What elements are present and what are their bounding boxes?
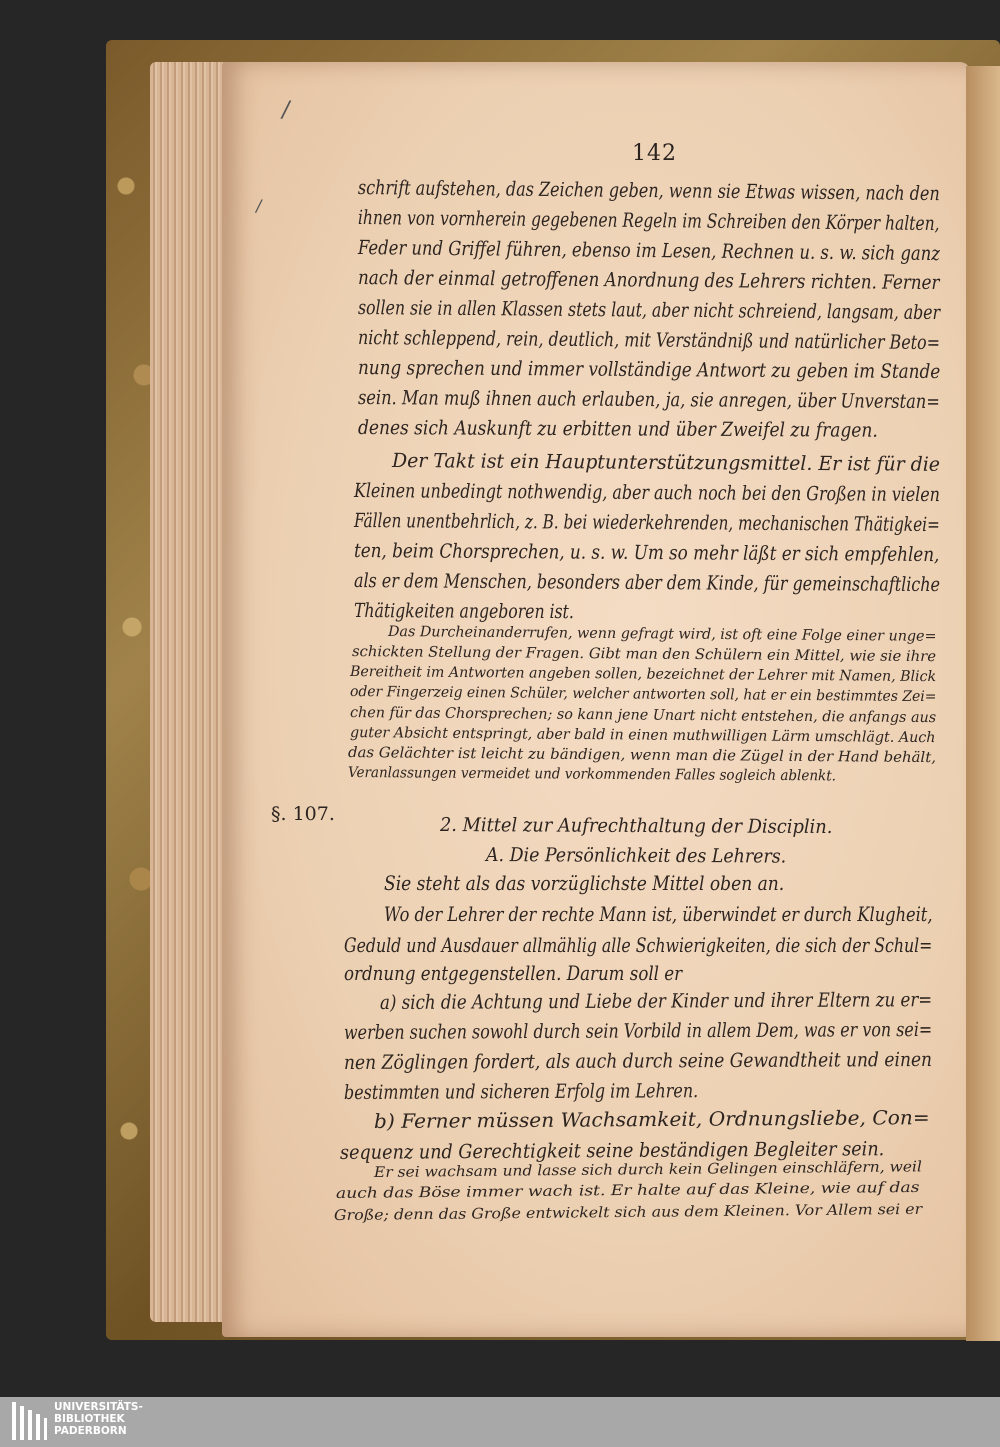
text-line: nung sprechen und immer vollständige Antwort zu geben im Stande [357, 356, 941, 384]
next-page-edge [966, 66, 1000, 1341]
text-line: Veranlassungen vermeidet und vorkommenden Falles sogleich ablenkt. [347, 765, 837, 785]
library-logo-icon [10, 1400, 48, 1442]
text-line: Kleinen unbedingt nothwendig, aber auch noch bei den Großen in vielen [353, 479, 940, 507]
pencil-mark: / [256, 196, 262, 215]
text-line: denes sich Auskunft zu erbitten und über Zweifel zu fragen. [357, 416, 878, 442]
text-line: guter Absicht entspringt, aber bald in einen muthwilligen Lärm umschlägt. Auch [349, 725, 936, 747]
text-line: schrift aufstehen, das Zeichen geben, wenn sie Etwas wissen, nach den [357, 176, 940, 206]
text-line: Der Takt ist ein Hauptunterstützungsmittel. Er ist für die [391, 449, 941, 476]
text-line: Thätigkeiten angeboren ist. [353, 599, 574, 624]
text-line: schickten Stellung der Fragen. Gibt man den Schülern ein Mittel, wie sie ihre [351, 644, 937, 666]
text-line: nen Zöglingen fordert, als auch durch seine Gewandtheit und einen [343, 1047, 933, 1074]
library-name-line: PADERBORN [54, 1425, 127, 1437]
text-line: sequenz und Gerechtigkeit seine beständigen Begleiter sein. [339, 1137, 885, 1164]
text-line: Feder und Griffel führen, ebenso im Lesen, Rechnen u. s. w. sich ganz [357, 236, 941, 266]
text-line: bestimmten und sicheren Erfolg im Lehren. [343, 1079, 699, 1104]
text-line: ihnen von vornherein gegebenen Regeln im Schreiben den Körper halten, [357, 206, 940, 236]
text-line: auch das Böse immer wach ist. Er halte auf das Kleine, wie auf das [335, 1179, 920, 1202]
text-line: oder Fingerzeig einen Schüler, welcher antworten soll, hat er ein bestimmtes Zei= [349, 684, 937, 706]
text-line: Er sei wachsam und lasse sich durch kein Gelingen einschläfern, weil [373, 1159, 922, 1181]
text-line: Wo der Lehrer der rechte Mann ist, überwindet er durch Klugheit, [384, 903, 933, 926]
text-line: Fällen unentbehrlich, z. B. bei wiederkehrenden, mechanischen Thätigkei= [353, 509, 940, 537]
library-name-line: BIBLIOTHEK [54, 1413, 125, 1425]
pencil-mark: / [282, 98, 290, 123]
text-line: Bereitheit im Antworten angeben sollen, bezeichnet der Lehrer mit Namen, Blick [349, 664, 937, 686]
text-line: Große; denn das Große entwickelt sich aus dem Kleinen. Vor Allem sei er [333, 1201, 923, 1224]
text-line: Das Durcheinanderrufen, wenn gefragt wird, ist oft eine Folge einer unge= [387, 624, 937, 645]
footer-bar [0, 1397, 1000, 1447]
text-line: das Gelächter ist leicht zu bändigen, wenn man die Zügel in der Hand behält, [347, 745, 937, 767]
text-line: Sie steht als das vorzüglichste Mittel oben an. [384, 872, 785, 895]
text-line: werben suchen sowohl durch sein Vorbild in allem Dem, was er von sei= [343, 1017, 933, 1044]
text-line: ten, beim Chorsprechen, u. s. w. Um so mehr läßt er sich empfehlen, [353, 539, 940, 567]
text-line: a) sich die Achtung und Liebe der Kinder und ihrer Eltern zu er= [379, 988, 933, 1014]
text-line: nicht schleppend, rein, deutlich, mit Verständniß und natürlicher Beto= [357, 326, 941, 355]
text-line: als er dem Menschen, besonders aber dem Kinde, für gemeinschaftliche [353, 569, 941, 597]
page-number: 142 [632, 141, 677, 166]
text-line: Geduld und Ausdauer allmählig alle Schwierigkeiten, die sich der Schul= [344, 934, 933, 957]
text-line: b) Ferner müssen Wachsamkeit, Ordnungsliebe, Con= [373, 1106, 930, 1133]
text-line: ordnung entgegenstellen. Darum soll er [344, 962, 683, 985]
text-line: 2. Mittel zur Aufrechthaltung der Disciplin. [439, 814, 833, 839]
library-name [54, 1401, 143, 1437]
text-line: nach der einmal getroffenen Anordnung des Lehrers richten. Ferner [357, 266, 940, 295]
section-number: §. 107. [271, 803, 335, 825]
text-line: sollen sie in allen Klassen stets laut, aber nicht schreiend, langsam, aber [357, 296, 941, 325]
text-line: A. Die Persönlichkeit des Lehrers. [485, 844, 787, 868]
library-name-line: UNIVERSITÄTS- [54, 1401, 143, 1413]
text-line: sein. Man muß ihnen auch erlauben, ja, sie anregen, über Unverstan= [357, 386, 940, 414]
text-line: chen für das Chorsprechen; so kann jene Unart nicht entstehen, die anfangs aus [349, 705, 937, 727]
